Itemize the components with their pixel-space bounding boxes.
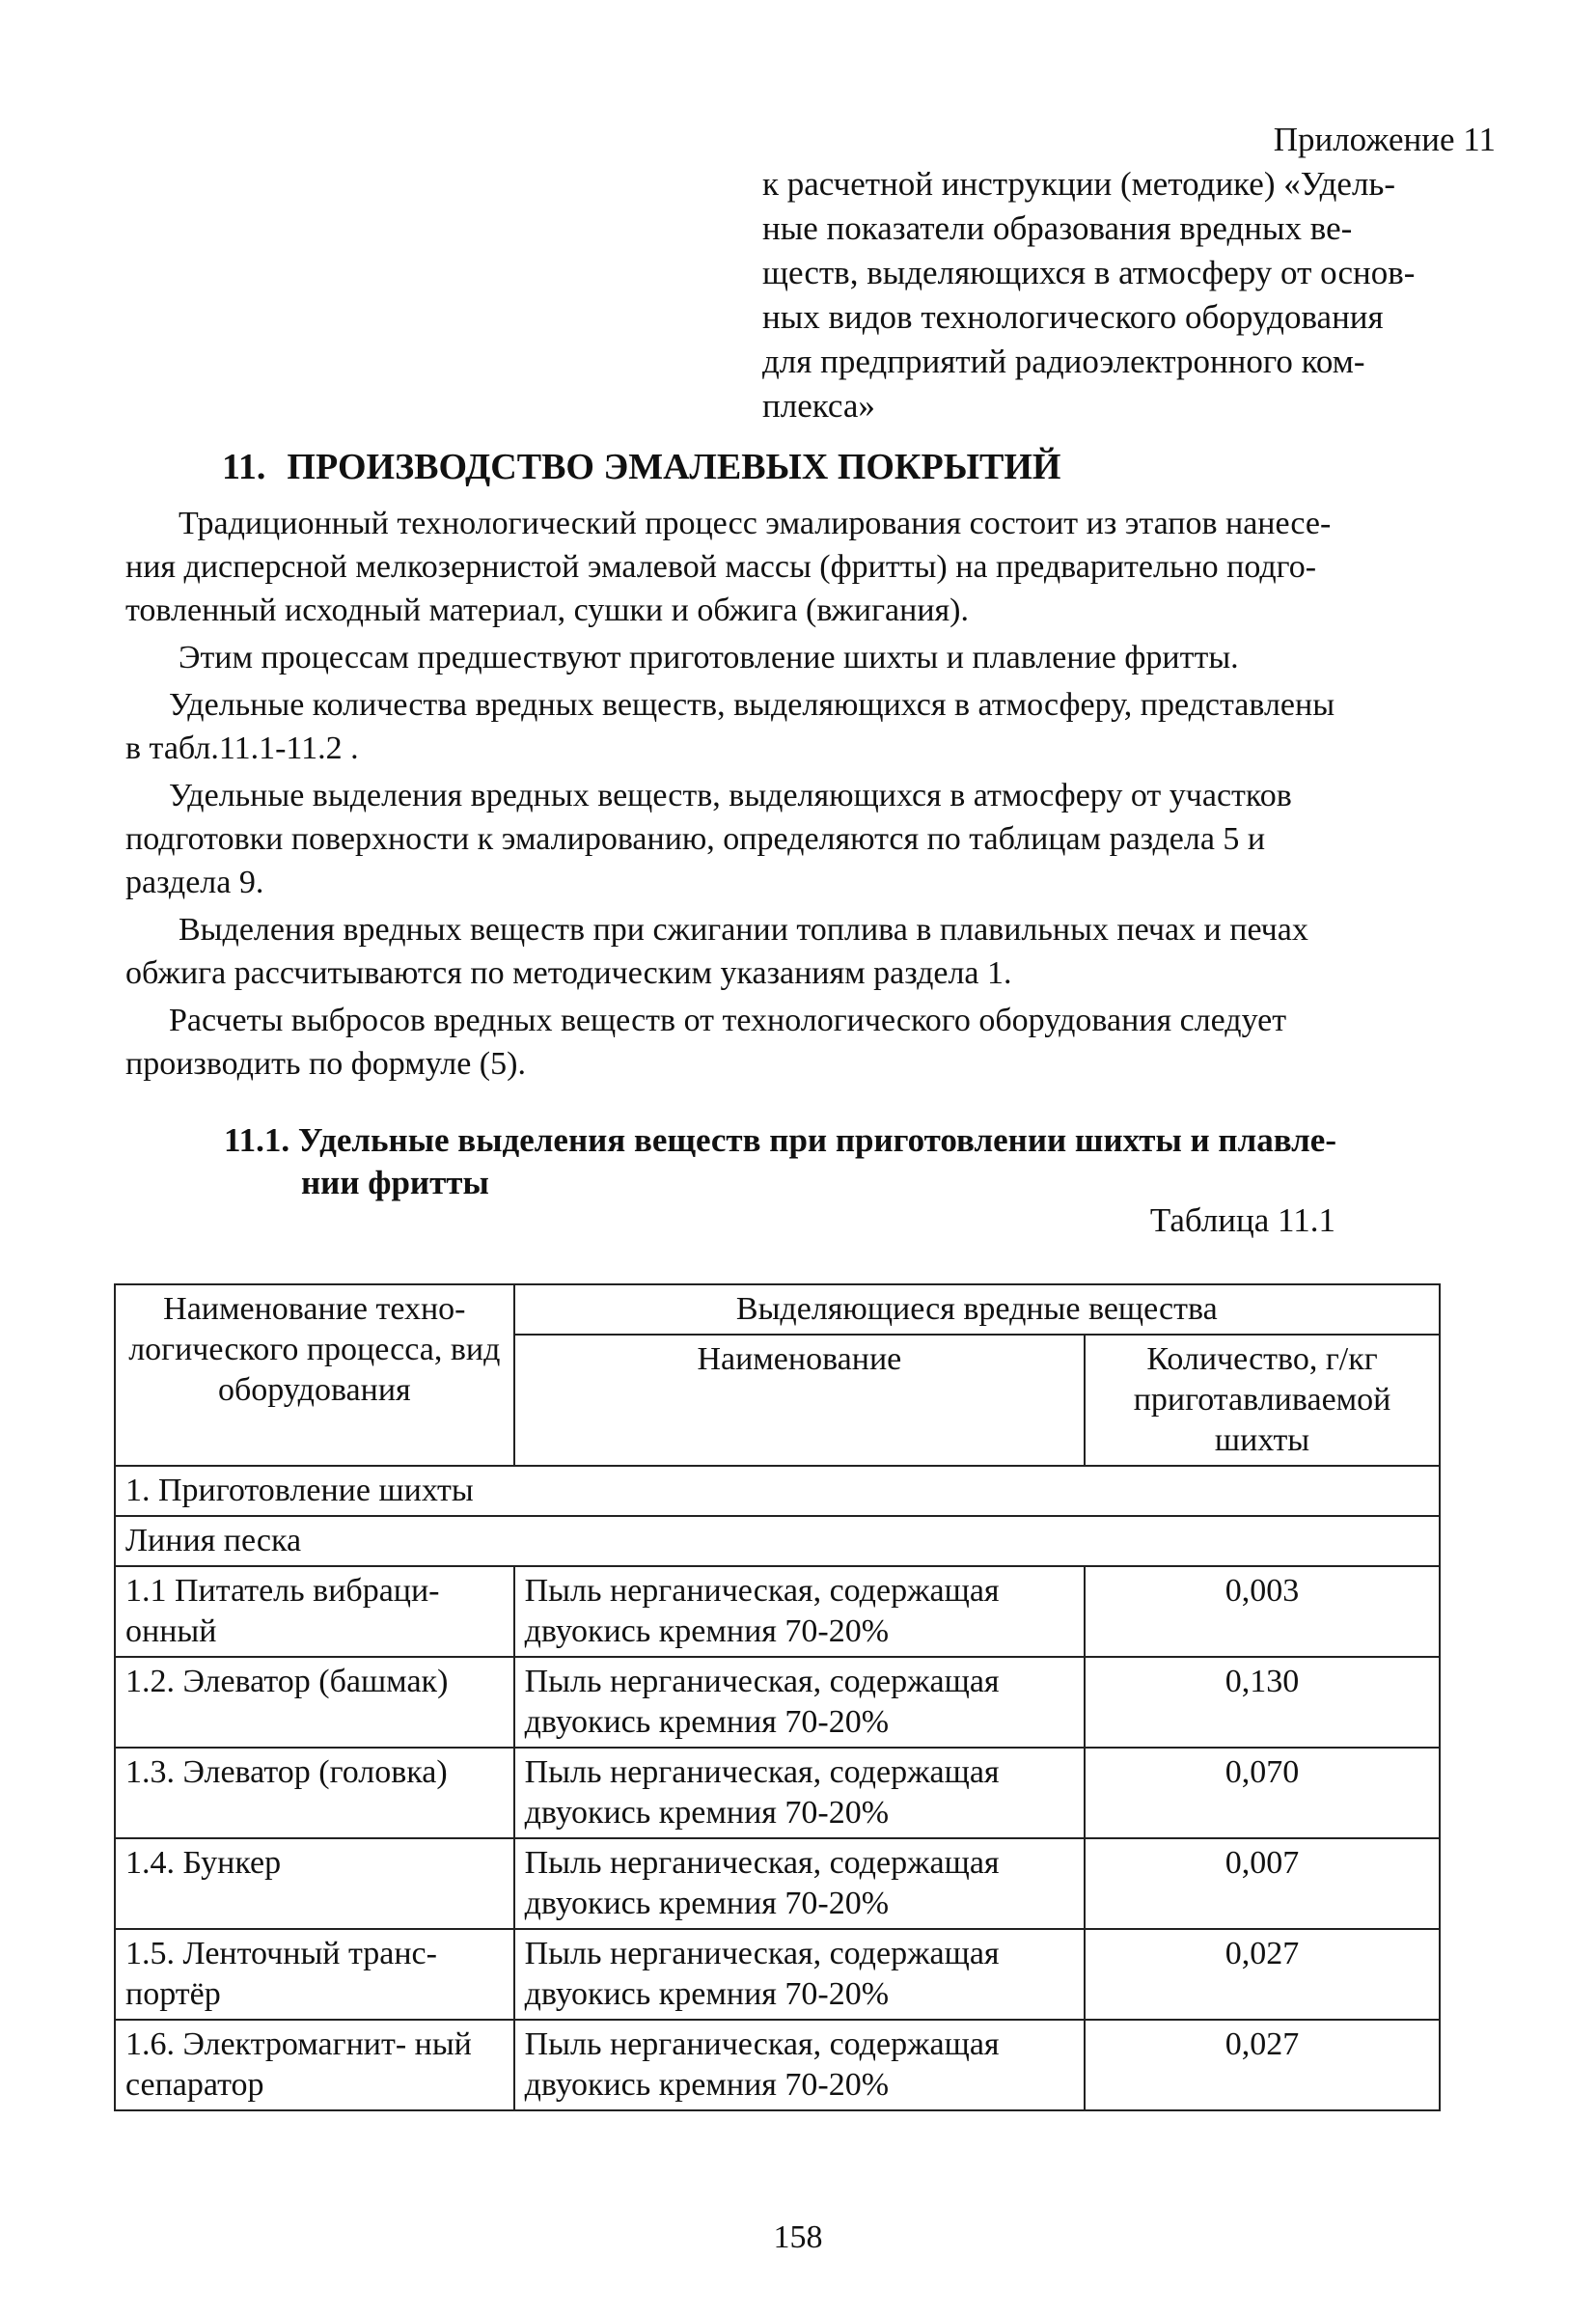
appendix-line: к расчетной инструкции (методике) «Удель- (762, 165, 1396, 203)
paragraph-line: Этим процессам предшествуют приготовление шихты и плавление фритты. (179, 640, 1239, 675)
quantity-cell: 0,027 (1085, 1929, 1440, 2020)
header-name: Наименование (514, 1335, 1085, 1466)
appendix-line: для предприятий радиоэлектронного ком- (762, 343, 1365, 380)
subsection-heading-line: нии фритты (301, 1164, 489, 1201)
paragraph-line: в табл.11.1-11.2 . (125, 730, 359, 766)
subsection-cell: Линия песка (115, 1516, 1440, 1566)
table-row (115, 1657, 1440, 1748)
section-cell: 1. Приготовление шихты (115, 1466, 1440, 1516)
table-section-row (115, 1466, 1440, 1516)
table-row (115, 1748, 1440, 1838)
process-cell: 1.5. Ленточный транс- портёр (115, 1929, 514, 2020)
subsection-heading-line: 11.1. Удельные выделения веществ при приготовлении шихты и плавле- (224, 1121, 1337, 1159)
section-number: 11. (222, 447, 266, 487)
process-cell: 1.1 Питатель вибраци- онный (115, 1566, 514, 1657)
quantity-cell: 0,003 (1085, 1566, 1440, 1657)
paragraph-line: Удельные выделения вредных веществ, выделяющихся в атмосферу от участков (169, 778, 1292, 813)
appendix-title: Приложение 11 (1273, 121, 1496, 158)
appendix-line: ных видов технологического оборудования (762, 298, 1384, 336)
section-title: ПРОИЗВОДСТВО ЭМАЛЕВЫХ ПОКРЫТИЙ (287, 447, 1061, 487)
quantity-cell: 0,130 (1085, 1657, 1440, 1748)
table-header-row (115, 1284, 1440, 1335)
process-cell: 1.3. Элеватор (головка) (115, 1748, 514, 1838)
paragraph-line: подготовки поверхности к эмалированию, определяются по таблицам раздела 5 и (125, 821, 1266, 857)
header-process: Наименование техно- логического процесса, вид оборудования (115, 1284, 514, 1466)
table-row (115, 1566, 1440, 1657)
quantity-cell: 0,070 (1085, 1748, 1440, 1838)
substance-cell: Пыль нерганическая, содержащая двуокись кремния 70-20% (514, 1566, 1085, 1657)
table-row (115, 1838, 1440, 1929)
substance-cell: Пыль нерганическая, содержащая двуокись кремния 70-20% (514, 1748, 1085, 1838)
emissions-table (114, 1283, 1441, 2111)
paragraph-line: ния дисперсной мелкозернистой эмалевой массы (фритты) на предварительно подго- (125, 549, 1317, 585)
table-label: Таблица 11.1 (1149, 1201, 1335, 1239)
paragraph-line: обжига рассчитываются по методическим указаниям раздела 1. (125, 955, 1012, 991)
appendix-note (762, 118, 1496, 428)
paragraph-line: Выделения вредных веществ при сжигании топлива в плавильных печах и печах (179, 912, 1308, 948)
paragraph-line: товленный исходный материал, сушки и обжига (вжигания). (125, 592, 969, 628)
paragraph-line: Удельные количества вредных веществ, выделяющихся в атмосферу, представлены (169, 687, 1335, 723)
quantity-cell: 0,027 (1085, 2020, 1440, 2110)
table-row (115, 2020, 1440, 2110)
body-text (125, 502, 1496, 1089)
header-substances: Выделяющиеся вредные вещества (514, 1284, 1440, 1335)
process-cell: 1.6. Электромагнит- ный сепаратор (115, 2020, 514, 2110)
table-row (115, 1929, 1440, 2020)
appendix-line: ществ, выделяющихся в атмосферу от основ- (762, 254, 1416, 291)
paragraph-line: Расчеты выбросов вредных веществ от технологического оборудования следует (169, 1003, 1287, 1038)
page-number: 158 (773, 2219, 823, 2255)
paragraph-line: производить по формуле (5). (125, 1046, 526, 1082)
substance-cell: Пыль нерганическая, содержащая двуокись кремния 70-20% (514, 1838, 1085, 1929)
substance-cell: Пыль нерганическая, содержащая двуокись кремния 70-20% (514, 2020, 1085, 2110)
section-heading (222, 446, 1060, 488)
appendix-line: ные показатели образования вредных ве- (762, 209, 1353, 247)
process-cell: 1.2. Элеватор (башмак) (115, 1657, 514, 1748)
substance-cell: Пыль нерганическая, содержащая двуокись кремния 70-20% (514, 1657, 1085, 1748)
process-cell: 1.4. Бункер (115, 1838, 514, 1929)
header-quantity: Количество, г/кг приготавливаемой шихты (1085, 1335, 1440, 1466)
quantity-cell: 0,007 (1085, 1838, 1440, 1929)
paragraph-line: Традиционный технологический процесс эмалирования состоит из этапов нанесе- (179, 506, 1332, 541)
subsection-heading (224, 1119, 1336, 1204)
substance-cell: Пыль нерганическая, содержащая двуокись кремния 70-20% (514, 1929, 1085, 2020)
paragraph-line: раздела 9. (125, 865, 264, 900)
appendix-line: плекса» (762, 387, 875, 425)
table-subsection-row (115, 1516, 1440, 1566)
